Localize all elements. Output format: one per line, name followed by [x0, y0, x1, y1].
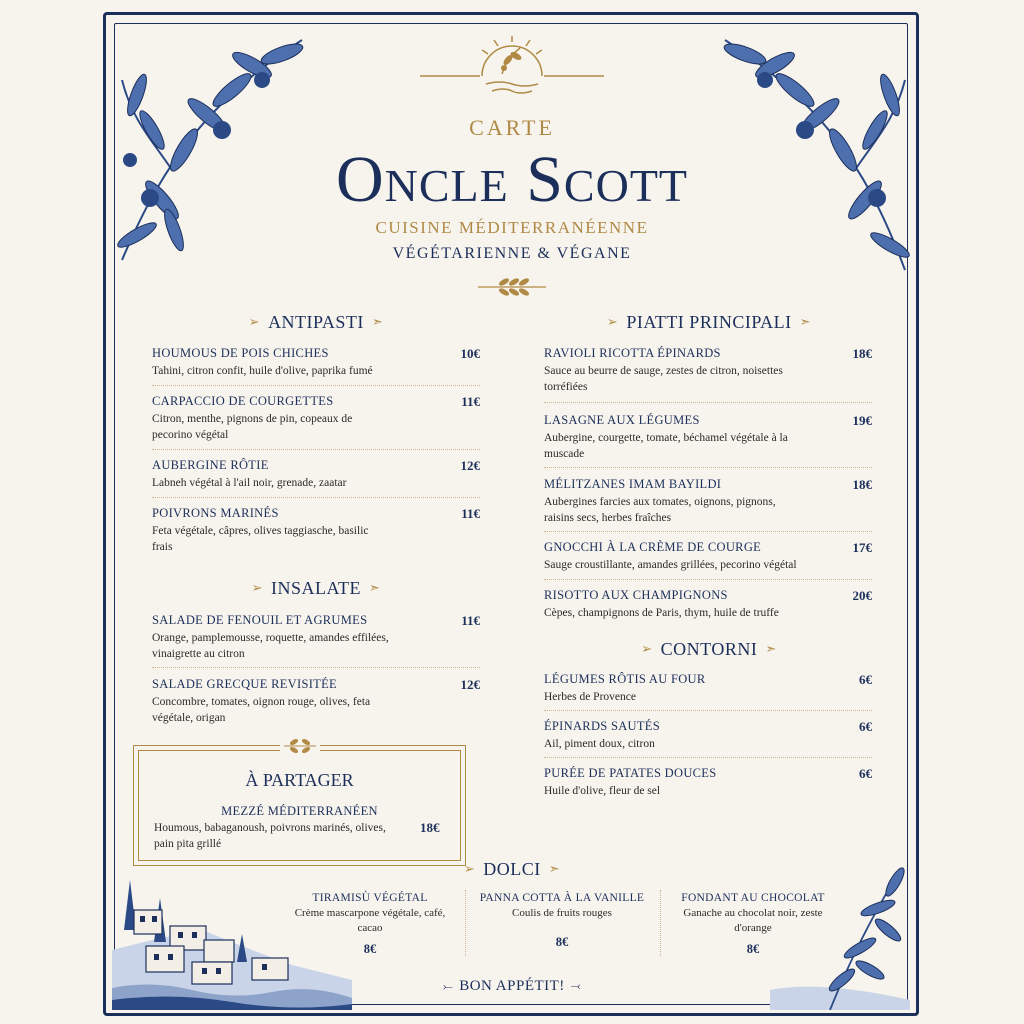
- item-price: 18€: [852, 477, 872, 492]
- menu-item: [152, 613, 480, 662]
- item-price: 18€: [852, 346, 872, 361]
- item-price: 6€: [859, 766, 872, 781]
- item-desc: Aubergine, courgette, tomate, béchamel végétale à la muscade: [544, 432, 788, 460]
- menu-item: [152, 346, 480, 379]
- section-title-insalate: ➢ INSALATE ➣: [251, 578, 381, 598]
- cuisine-subtitle: CUISINE MÉDITERRANÉENNE: [375, 218, 649, 237]
- item-desc: Feta végétale, câpres, olives taggiasche, basilic frais: [152, 525, 369, 553]
- ornament-icon: ⤚: [443, 979, 454, 993]
- item-price: 11€: [461, 394, 480, 409]
- ornament-icon: ➢: [248, 314, 261, 329]
- menu-item: [544, 540, 872, 573]
- divider: [544, 579, 872, 580]
- item-name: PANNA COTTA À LA VANILLE: [479, 892, 645, 904]
- ornament-icon: ➣: [371, 314, 384, 329]
- item-price: 11€: [461, 506, 480, 521]
- divider: [465, 890, 466, 956]
- item-name: POIVRONS MARINÉS: [152, 506, 279, 520]
- item-desc: Aubergines farcies aux tomates, oignons, pignons, raisins secs, herbes fraîches: [544, 496, 776, 524]
- ornament-icon: ➣: [765, 641, 777, 656]
- item-desc: Cèpes, champignons de Paris, thym, huile de truffe: [544, 607, 779, 619]
- section-title-a-partager: À PARTAGER: [245, 770, 354, 790]
- menu-item: [544, 588, 872, 621]
- item-name: LÉGUMES RÔTIS AU FOUR: [544, 672, 706, 686]
- item-desc: Citron, menthe, pignons de pin, copeaux de pecorino végétal: [152, 413, 353, 441]
- item-price: 8€: [363, 942, 377, 956]
- divider: [152, 667, 480, 668]
- item-name: SALADE GRECQUE REVISITÉE: [152, 677, 337, 691]
- dessert-item: [472, 892, 652, 950]
- restaurant-name: Oncle Scott: [335, 143, 689, 216]
- divider: [544, 710, 872, 711]
- ornament-icon: ⤙: [570, 979, 581, 993]
- item-desc: Sauce au beurre de sauge, zestes de citron, noisettes torréfiées: [544, 365, 783, 393]
- item-name: GNOCCHI À LA CRÈME DE COURGE: [544, 540, 762, 554]
- ornament-icon: ➣: [799, 314, 812, 329]
- item-desc: Coulis de fruits rouges: [512, 907, 612, 919]
- divider: [544, 757, 872, 758]
- item-name: LASAGNE AUX LÉGUMES: [544, 413, 700, 427]
- menu-item: [544, 346, 872, 395]
- item-desc: Tahini, citron confit, huile d'olive, paprika fumé: [152, 365, 373, 377]
- section-title-piatti: ➢ PIATTI PRINCIPALI ➣: [606, 312, 812, 332]
- item-desc: Sauge croustillante, amandes grillées, pecorino végétal: [544, 559, 797, 571]
- divider: [544, 402, 872, 403]
- item-name: HOUMOUS DE POIS CHICHES: [152, 346, 329, 360]
- menu-label: CARTE: [469, 115, 555, 140]
- menu-item: [544, 477, 872, 526]
- menu-item: [152, 394, 480, 443]
- item-price: 12€: [460, 458, 480, 473]
- menu-item: [544, 413, 872, 462]
- ornament-icon: ➣: [369, 580, 381, 595]
- item-name: RISOTTO AUX CHAMPIGNONS: [544, 588, 728, 602]
- item-name: PURÉE DE PATATES DOUCES: [544, 766, 717, 780]
- divider: [152, 497, 480, 498]
- ornament-icon: ➣: [548, 861, 561, 876]
- item-desc: Ganache au chocolat noir, zeste d'orange: [683, 907, 823, 934]
- divider: [544, 467, 872, 468]
- item-price: 17€: [852, 540, 872, 555]
- section-title-antipasti: ➢ ANTIPASTI ➣: [248, 312, 384, 332]
- item-name: CARPACCIO DE COURGETTES: [152, 394, 334, 408]
- item-name: ÉPINARDS SAUTÉS: [544, 719, 660, 733]
- item-desc: Huile d'olive, fleur de sel: [544, 785, 661, 797]
- ornament-icon: ➢: [641, 641, 653, 656]
- item-price: 10€: [460, 346, 480, 361]
- diet-subtitle: VÉGÉTARIENNE & VÉGANE: [392, 245, 632, 262]
- item-name: MÉLITZANES IMAM BAYILDI: [544, 477, 722, 491]
- section-title-contorni: ➢ CONTORNI ➣: [641, 639, 777, 659]
- item-name: SALADE DE FENOUIL ET AGRUMES: [152, 613, 368, 627]
- divider: [660, 890, 661, 956]
- closing-line: ⤚ BON APPÉTIT! ⤙: [443, 978, 581, 994]
- item-price: 6€: [859, 672, 872, 687]
- item-price: 8€: [555, 935, 569, 949]
- item-desc: Houmous, babaganoush, poivrons marinés, olives, pain pita grillé: [154, 822, 386, 850]
- item-desc: Crème mascarpone végétale, café, cacao: [294, 907, 446, 934]
- ornament-icon: ➢: [251, 580, 263, 595]
- item-desc: Herbes de Provence: [544, 691, 636, 703]
- laurel-sprig-icon: [280, 738, 320, 754]
- ornament-icon: ➢: [463, 861, 476, 876]
- item-price: 18€: [420, 820, 440, 835]
- menu-item: [544, 672, 872, 705]
- menu-item: [152, 458, 480, 491]
- ornament-icon: ➢: [606, 314, 619, 329]
- sun-sea-logo-icon: [420, 34, 604, 100]
- item-price: 19€: [852, 413, 872, 428]
- menu-item: [544, 766, 872, 799]
- item-desc: Ail, piment doux, citron: [544, 738, 655, 750]
- item-price: 12€: [460, 677, 480, 692]
- item-name: RAVIOLI RICOTTA ÉPINARDS: [544, 346, 721, 360]
- laurel-sprig-icon: [474, 276, 550, 298]
- item-name: AUBERGINE RÔTIE: [152, 458, 269, 472]
- divider: [152, 449, 480, 450]
- item-desc: Concombre, tomates, oignon rouge, olives, feta végétale, origan: [152, 696, 371, 724]
- item-price: 8€: [746, 942, 760, 956]
- divider: [544, 531, 872, 532]
- item-name: FONDANT AU CHOCOLAT: [681, 892, 825, 904]
- item-price: 6€: [859, 719, 872, 734]
- item-price: 20€: [852, 588, 872, 603]
- item-name: MEZZÉ MÉDITERRANÉEN: [221, 804, 378, 818]
- item-name: TIRAMISÙ VÉGÉTAL: [312, 892, 428, 904]
- item-desc: Labneh végétal à l'ail noir, grenade, zaatar: [152, 477, 347, 489]
- divider: [152, 385, 480, 386]
- section-title-dolci: ➢ DOLCI ➣: [463, 859, 561, 879]
- menu-item: [544, 719, 872, 752]
- menu-item: [152, 506, 480, 555]
- item-price: 11€: [461, 613, 480, 628]
- menu-item: [152, 677, 480, 726]
- item-desc: Orange, pamplemousse, roquette, amandes effilées, vinaigrette au citron: [152, 632, 389, 660]
